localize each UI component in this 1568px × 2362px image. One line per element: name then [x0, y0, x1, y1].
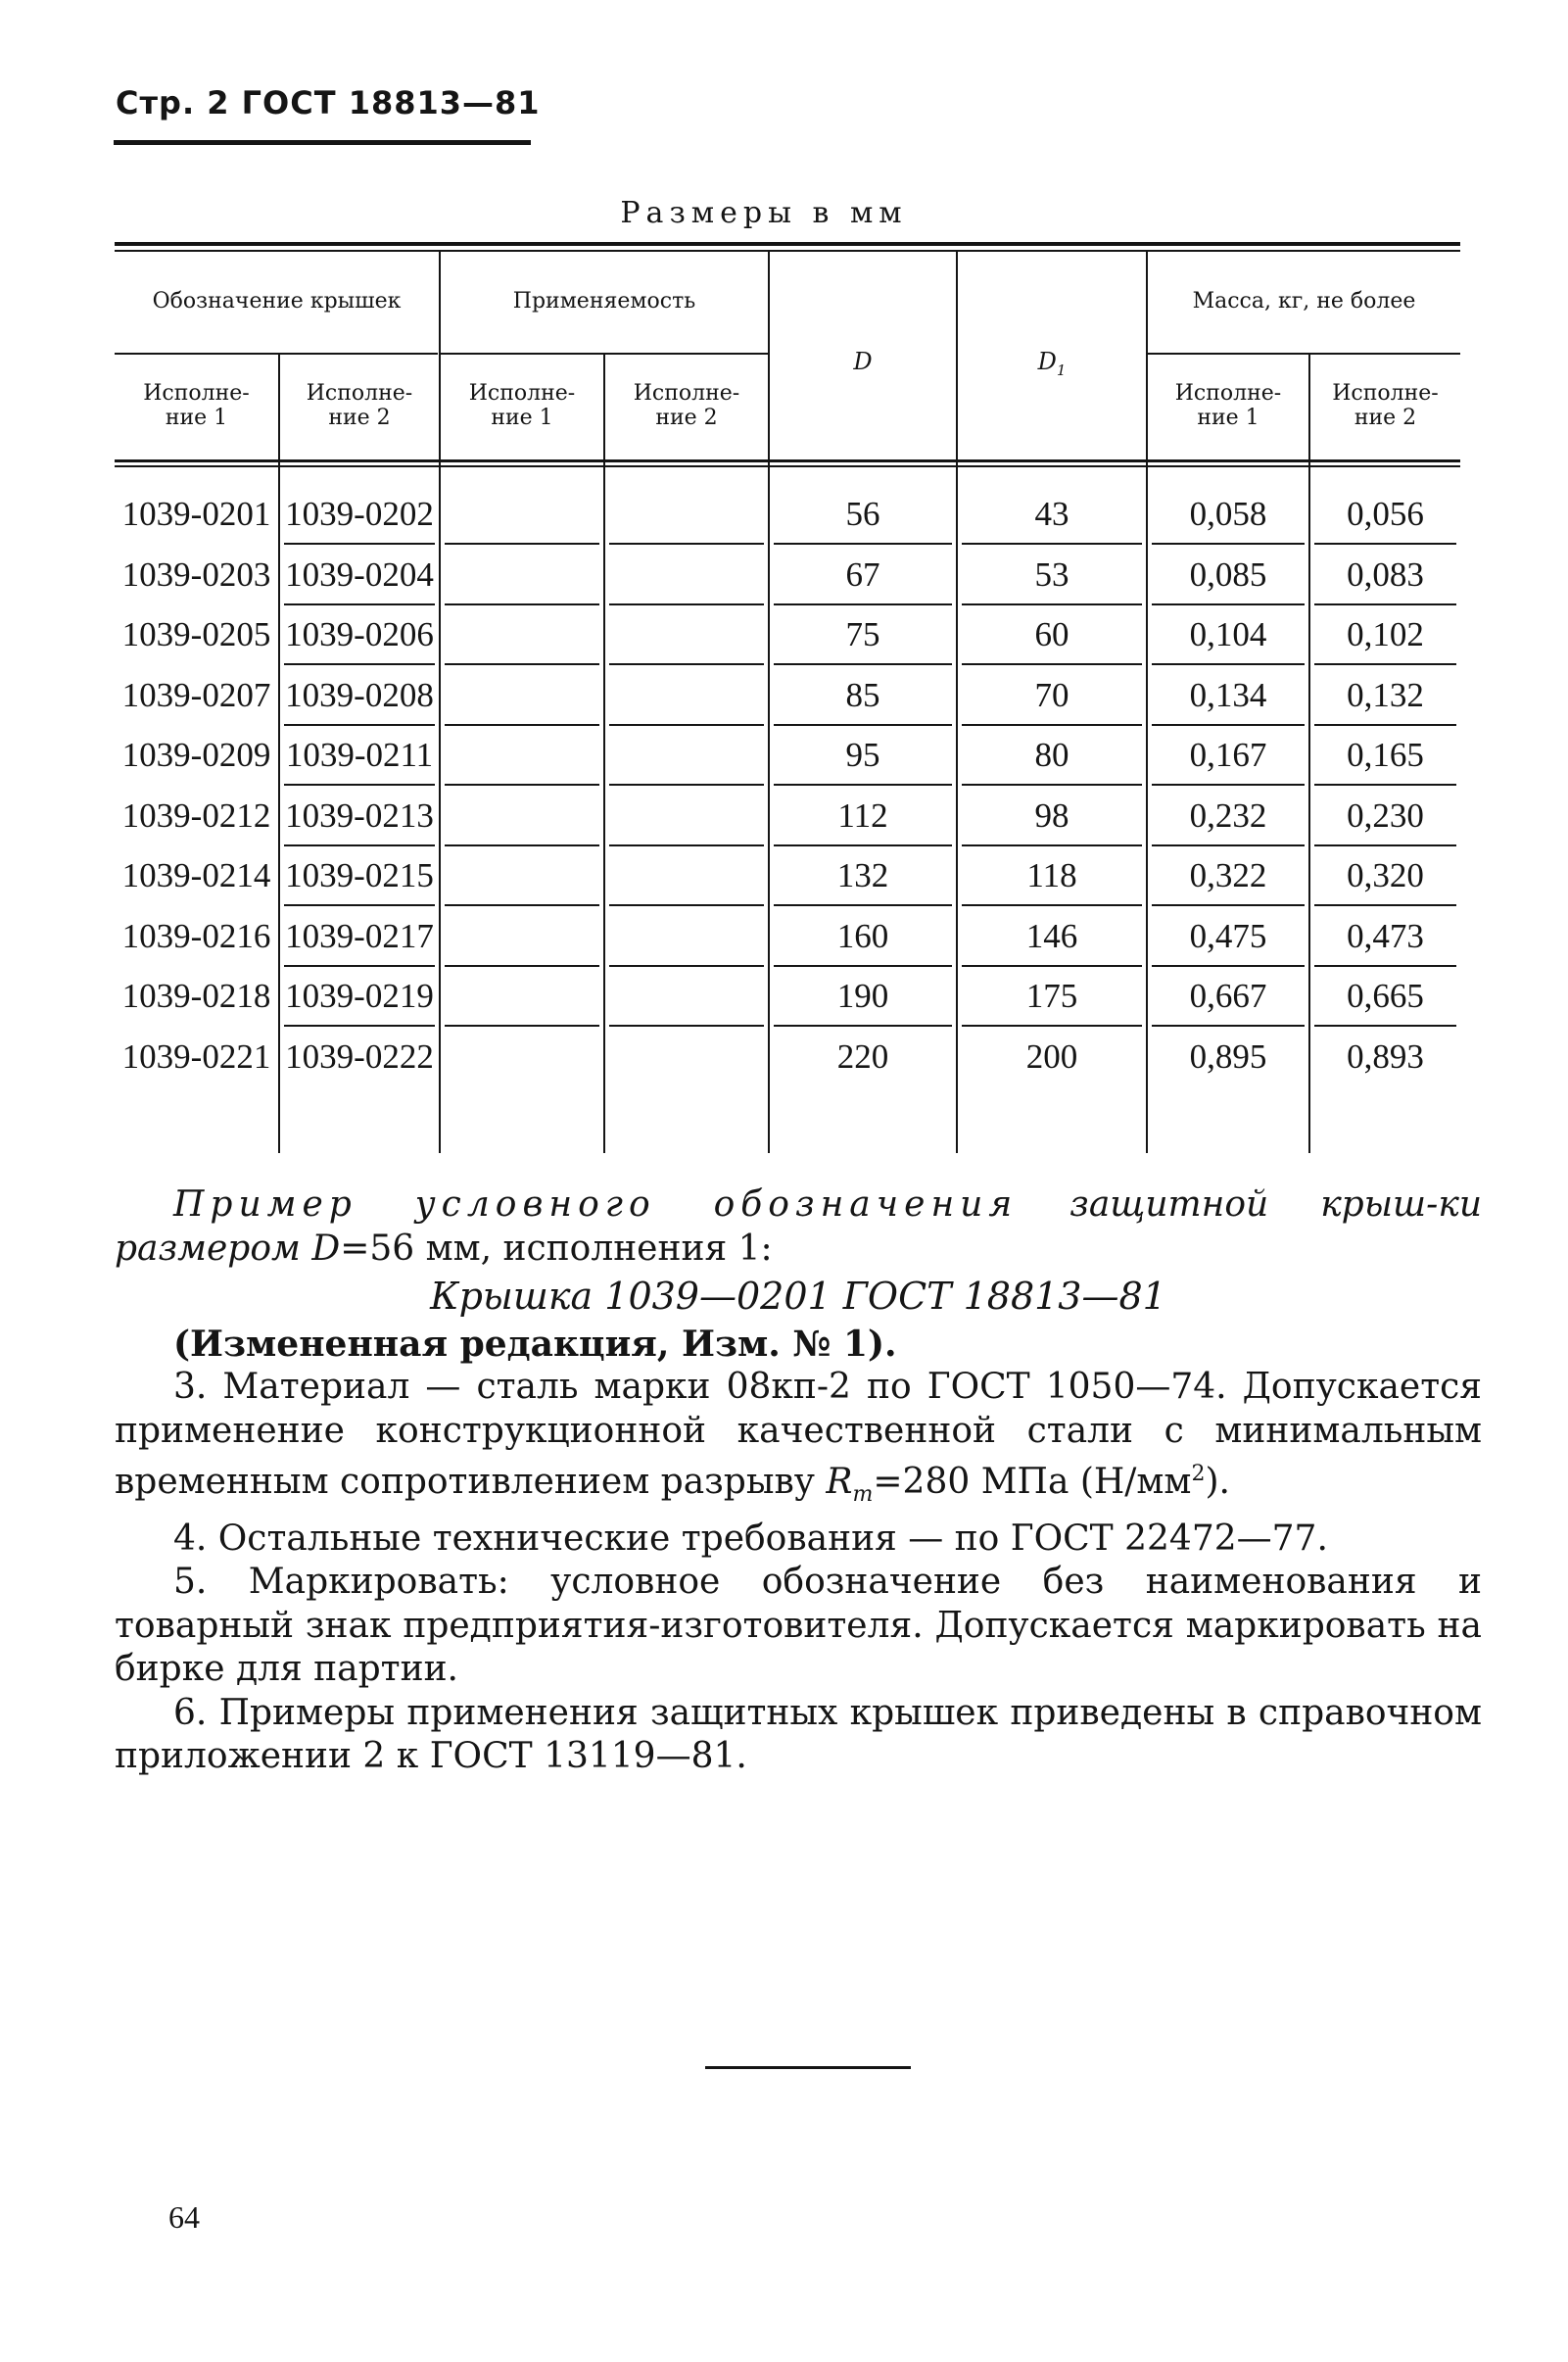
edition-note: (Измененная редакция, Изм. № 1). [173, 1323, 897, 1365]
cell-designation-v1: 1039-0203 [121, 554, 271, 594]
row-rule [284, 543, 435, 545]
cell-d-value: 67 [845, 554, 880, 594]
cell-mass-v1: 0,322 [1189, 856, 1267, 894]
cell-mass-v1: 0,475 [1189, 916, 1267, 955]
cell-designation-v1: 1039-0216 [121, 916, 271, 955]
row-rule [774, 844, 952, 846]
cell-designation-v2: 1039-0202 [285, 495, 434, 533]
units-caption: Размеры в мм [620, 196, 908, 230]
row-rule [1152, 543, 1305, 545]
cell-d-value: 56 [845, 495, 880, 533]
row-rule [284, 1025, 435, 1027]
example-text-1: защитной крыш-ки размером [115, 1184, 1482, 1269]
column-rule [603, 355, 605, 1153]
cell-designation-v2: 1039-0213 [285, 795, 434, 835]
row-rule [962, 965, 1142, 967]
header-applicability-version-1: Исполне- ние 1 [468, 381, 576, 430]
cell-mass-v2: 0,320 [1347, 856, 1424, 894]
row-rule [962, 663, 1142, 665]
header-bottom-rule [115, 459, 1460, 462]
header-d: D [853, 348, 873, 375]
row-rule [609, 1025, 764, 1027]
cell-d-value: 75 [845, 615, 880, 653]
cell-d-value: 112 [837, 795, 888, 835]
paragraph-4: 4. Остальные технические требования — по ГОСТ 22472—77. [173, 1518, 1328, 1559]
body-text [115, 1183, 1482, 1779]
row-rule [445, 724, 599, 726]
cell-mass-v2: 0,165 [1347, 736, 1424, 774]
example-d-symbol: D [311, 1228, 341, 1269]
row-rule [1152, 724, 1305, 726]
cell-designation-v2: 1039-0217 [285, 916, 434, 955]
row-rule [445, 784, 599, 786]
row-rule [1152, 904, 1305, 906]
row-rule [1314, 844, 1456, 846]
cell-mass-v1: 0,895 [1189, 1036, 1267, 1076]
row-rule [445, 844, 599, 846]
header-bottom-rule-thin [115, 465, 1460, 467]
cell-d-value: 190 [836, 977, 889, 1015]
paragraph-3: 3. Материал — сталь марки 08кп-2 по ГОСТ 1050—74. Допускается применение конструкционной качественной стали с минимальным временным сопротивлением разрыву $R_m=280$ МПа $(Н/мм^2)$. [115, 1367, 1482, 1508]
row-rule [1314, 965, 1456, 967]
header-mass-version-1: Исполне- ние 1 [1174, 381, 1282, 430]
row-rule [962, 844, 1142, 846]
cell-designation-v1: 1039-0201 [121, 495, 271, 533]
row-rule [962, 784, 1142, 786]
cell-mass-v1: 0,085 [1189, 554, 1267, 594]
cell-mass-v2: 0,132 [1347, 675, 1424, 714]
cell-designation-v2: 1039-0206 [285, 615, 434, 653]
cell-d1-value: 70 [1034, 675, 1069, 714]
header-mid-rule [1147, 353, 1460, 355]
row-rule [962, 603, 1142, 605]
row-rule [1152, 603, 1305, 605]
cell-designation-v2: 1039-0211 [285, 736, 434, 774]
cell-designation-v2: 1039-0219 [285, 977, 434, 1015]
row-rule [445, 904, 599, 906]
header-version-2: Исполне- ние 2 [306, 381, 413, 430]
row-rule [962, 724, 1142, 726]
paragraph-5: 5. Маркировать: условное обозначение без наименования и товарный знак предприятия-изготовителя. Допускается маркировать на бирке для партии. [115, 1562, 1482, 1690]
header-mass-version-2: Исполне- ние 2 [1332, 381, 1439, 430]
row-rule [1314, 543, 1456, 545]
cell-mass-v2: 0,230 [1347, 795, 1424, 835]
cell-designation-v1: 1039-0209 [121, 736, 271, 774]
cell-d-value: 95 [845, 736, 880, 774]
cell-mass-v1: 0,667 [1189, 977, 1267, 1015]
row-rule [774, 724, 952, 726]
row-rule [774, 603, 952, 605]
row-rule [962, 904, 1142, 906]
example-intro: Пример условного обозначения [173, 1184, 1019, 1225]
cell-designation-v1: 1039-0214 [121, 856, 271, 894]
cell-mass-v2: 0,665 [1347, 977, 1424, 1015]
cell-mass-v2: 0,083 [1347, 554, 1424, 594]
header-applicability: Применяемость [512, 289, 696, 313]
cell-mass-v1: 0,058 [1189, 495, 1267, 533]
row-rule [609, 844, 764, 846]
row-rule [1152, 844, 1305, 846]
row-rule [1314, 784, 1456, 786]
end-rule [705, 2066, 911, 2069]
row-rule [284, 844, 435, 846]
cell-d1-value: 118 [1026, 856, 1077, 894]
header-version-1: Исполне- ние 1 [143, 381, 250, 430]
cell-designation-v2: 1039-0204 [285, 554, 434, 594]
row-rule [774, 784, 952, 786]
row-rule [962, 543, 1142, 545]
row-rule [1152, 784, 1305, 786]
row-rule [1314, 663, 1456, 665]
row-rule [284, 784, 435, 786]
row-rule [1152, 1025, 1305, 1027]
dimensions-table [115, 242, 1460, 1153]
row-rule [445, 603, 599, 605]
row-rule [284, 724, 435, 726]
cell-mass-v2: 0,893 [1347, 1036, 1424, 1076]
cell-d1-value: 146 [1025, 916, 1078, 955]
cell-d-value: 132 [836, 856, 889, 894]
cell-designation-v2: 1039-0208 [285, 675, 434, 714]
cell-mass-v2: 0,102 [1347, 615, 1424, 653]
header-designation: Обозначение крышек [152, 289, 402, 313]
table-top-rule-thin [115, 250, 1460, 252]
table-top-rule [115, 242, 1460, 246]
row-rule [445, 965, 599, 967]
cell-designation-v1: 1039-0207 [121, 675, 271, 714]
row-rule [774, 1025, 952, 1027]
cell-mass-v1: 0,167 [1189, 736, 1267, 774]
cell-designation-v2: 1039-0222 [285, 1036, 434, 1076]
cell-d-value: 160 [836, 916, 889, 955]
cell-mass-v2: 0,473 [1347, 916, 1424, 955]
row-rule [1314, 904, 1456, 906]
cell-designation-v1: 1039-0205 [121, 615, 271, 653]
cell-d1-value: 60 [1034, 615, 1069, 653]
page-number: 64 [168, 2199, 200, 2235]
row-rule [774, 904, 952, 906]
page-header: Стр. 2 ГОСТ 18813—81 [116, 84, 541, 121]
row-rule [609, 663, 764, 665]
cell-d-value: 85 [845, 675, 880, 714]
header-rule [114, 140, 531, 145]
row-rule [284, 965, 435, 967]
example-text-2: =56 мм, исполнения 1: [340, 1228, 773, 1269]
cell-d-value: 220 [836, 1036, 889, 1076]
row-rule [609, 904, 764, 906]
row-rule [609, 965, 764, 967]
header-applicability-version-2: Исполне- ние 2 [633, 381, 740, 430]
row-rule [1152, 663, 1305, 665]
row-rule [609, 543, 764, 545]
header-mass: Масса, кг, не более [1192, 289, 1416, 313]
row-rule [609, 724, 764, 726]
row-rule [1314, 1025, 1456, 1027]
row-rule [609, 603, 764, 605]
row-rule [774, 543, 952, 545]
cell-mass-v2: 0,056 [1347, 495, 1424, 533]
cell-designation-v2: 1039-0215 [285, 856, 434, 894]
row-rule [774, 965, 952, 967]
row-rule [284, 663, 435, 665]
row-rule [1152, 965, 1305, 967]
row-rule [609, 784, 764, 786]
row-rule [962, 1025, 1142, 1027]
cell-designation-v1: 1039-0212 [121, 795, 271, 835]
row-rule [284, 603, 435, 605]
cell-d1-value: 80 [1034, 736, 1069, 774]
cell-mass-v1: 0,104 [1189, 615, 1267, 653]
header-d1: $D_1$ [1037, 348, 1067, 379]
cell-d1-value: 53 [1034, 554, 1069, 594]
cell-d1-value: 175 [1025, 977, 1078, 1015]
cell-d1-value: 43 [1034, 495, 1069, 533]
cell-designation-v1: 1039-0218 [121, 977, 271, 1015]
cell-designation-v1: 1039-0221 [121, 1036, 271, 1076]
row-rule [1314, 724, 1456, 726]
row-rule [284, 904, 435, 906]
cell-mass-v1: 0,232 [1189, 795, 1267, 835]
row-rule [445, 1025, 599, 1027]
example-designation: Крышка 1039—0201 ГОСТ 18813—81 [430, 1275, 1166, 1318]
paragraph-6: 6. Примеры применения защитных крышек приведены в справочном приложении 2 к ГОСТ 13119—81. [115, 1692, 1482, 1777]
row-rule [445, 543, 599, 545]
row-rule [1314, 603, 1456, 605]
cell-d1-value: 200 [1025, 1036, 1078, 1076]
example-paragraph [115, 1183, 1482, 1271]
header-mid-rule [115, 353, 438, 355]
cell-mass-v1: 0,134 [1189, 675, 1267, 714]
row-rule [774, 663, 952, 665]
row-rule [445, 663, 599, 665]
cell-d1-value: 98 [1034, 795, 1069, 835]
